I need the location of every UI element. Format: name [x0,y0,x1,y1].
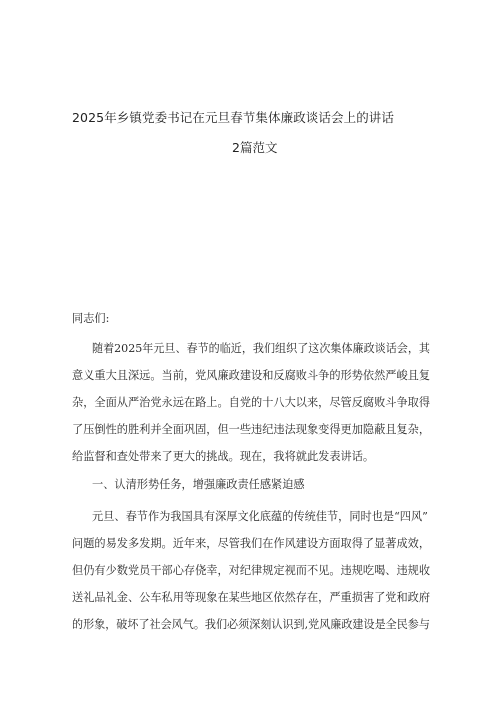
paragraph2-line: 的形象，破坏了社会风气。我们必须深刻认识到,党风廉政建设是全民参与 [72,618,430,631]
paragraph2-line: 问题的易发多发期。近年来，尽管我们在作风建设方面取得了显著成效， [72,537,431,550]
paragraph1-line: 了压倒性的胜利并全面巩固，但一些违纪违法现象变得更加隐蔽且复杂， [72,423,431,436]
paragraph1-line: 给监督和查处带来了更大的挑战。现在，我将就此发表讲话。 [72,450,375,463]
document-subtitle: 2篇范文 [232,140,278,155]
section-heading: 一、认清形势任务，增强廉政责任感紧迫感 [92,478,305,491]
greeting: 同志们: [72,312,110,325]
paragraph2-line: 但仍有少数党员干部心存侥幸，对纪律规定视而不见。违规吃喝、违规收 [72,564,431,577]
paragraph1-line: 杂，全面从严治党永远在路上。自党的十八大以来，尽管反腐败斗争取得 [72,396,431,409]
document-title: 2025年乡镇党委书记在元旦春节集体廉政谈话会上的讲话 [72,110,395,125]
paragraph2-line: 元旦、春节作为我国具有深厚文化底蕴的传统佳节，同时也是“四风” [92,510,428,523]
paragraph2-line: 送礼品礼金、公车私用等现象在某些地区依然存在，严重损害了党和政府 [72,591,431,604]
paragraph1-line: 随着2025年元旦、春节的临近，我们组织了这次集体廉政谈话会，其 [92,342,430,355]
paragraph1-line: 意义重大且深远。当前，党风廉政建设和反腐败斗争的形势依然严峻且复 [72,369,431,382]
